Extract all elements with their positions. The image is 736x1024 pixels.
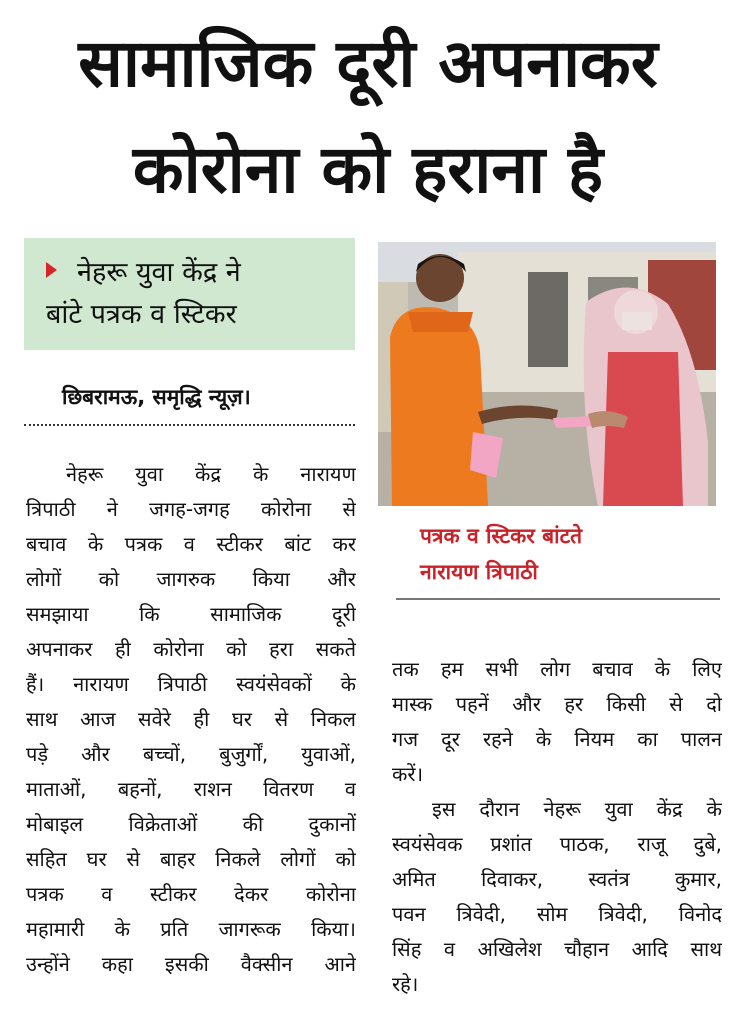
body-line: अमित दिवाकर, स्वतंत्र कुमार, [392,867,722,891]
body-line: अपनाकर ही कोरोना को हरा सकते [26,637,356,661]
caption-divider [396,598,720,600]
dateline-divider [24,424,355,426]
body-line: सहित घर से बाहर निकले लोगों को [26,847,356,871]
body-line: माताओं, बहनों, राशन वितरण व [26,777,356,801]
body-line: रहे। [392,972,419,996]
news-photo [378,242,716,506]
body-line: त्रिपाठी ने जगह-जगह कोरोना से [26,497,356,521]
body-line: मास्क पहनें और हर किसी से दो [392,692,722,716]
body-line: हैं। नारायण त्रिपाठी स्वयंसेवकों के [26,672,356,696]
headline-line-2: कोरोना को हराना है [132,131,604,208]
body-line: पड़े और बच्चों, बुजुर्गों, युवाओं, [26,742,356,766]
article-column-right [392,652,722,1002]
bullet-triangle-icon [46,262,57,278]
subheadline-box [24,238,355,350]
body-line: तक हम सभी लोग बचाव के लिए [392,657,722,681]
body-line: करें। [392,762,424,786]
subheadline-text-1: नेहरू युवा केंद्र ने [77,257,241,288]
body-line: गज दूर रहने के नियम का पालन [392,727,722,751]
headline-line-1: सामाजिक दूरी अपनाकर [78,25,658,102]
body-line: बचाव के पत्रक व स्टीकर बांट कर [26,532,356,556]
photo-caption-line-1: पत्रक व स्टिकर बांटते [420,524,583,548]
body-line: समझाया कि सामाजिक दूरी [26,602,356,626]
body-line: महामारी के प्रति जागरूक किया। [26,917,356,941]
body-line: नेहरू युवा केंद्र के नारायण [66,462,356,486]
body-line: मोबाइल विक्रेताओं की दुकानों [26,812,356,836]
body-line: पत्रक व स्टीकर देकर कोरोना [26,882,356,906]
body-line: लोगों को जागरुक किया और [26,567,356,591]
article-column-left [26,457,356,982]
dateline: छिबरामऊ, समृद्धि न्यूज़। [62,385,251,409]
body-line: उन्होंने कहा इसकी वैक्सीन आने [26,952,356,976]
body-line: पवन त्रिवेदी, सोम त्रिवेदी, विनोद [392,902,722,926]
subheadline-line-1 [46,252,345,294]
body-line: स्वयंसेवक प्रशांत पाठक, राजू दुबे, [392,832,722,856]
photo-caption-line-2: नारायण त्रिपाठी [420,560,538,584]
body-line: इस दौरान नेहरू युवा केंद्र के [432,797,722,821]
news-photo-illustration [378,242,716,506]
photo-caption [420,518,582,590]
body-line: सिंह व अखिलेश चौहान आदि साथ [392,937,722,961]
body-line: साथ आज सवेरे ही घर से निकल [26,707,356,731]
subheadline-line-2: बांटे पत्रक व स्टिकर [46,299,237,330]
